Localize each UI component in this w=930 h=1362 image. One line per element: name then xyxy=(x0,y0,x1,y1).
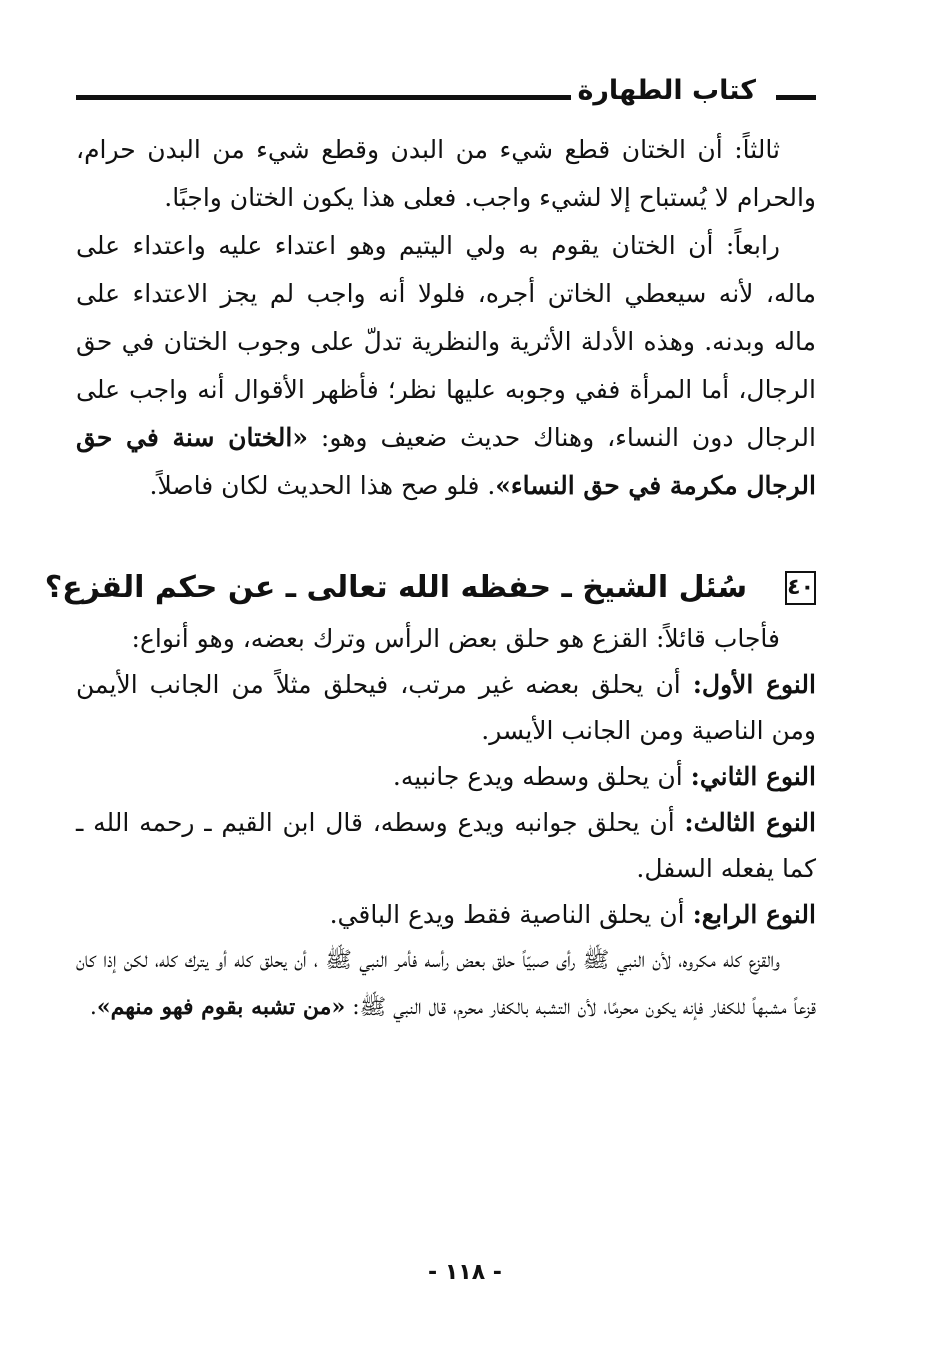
type-three xyxy=(76,800,816,892)
header-rule-gap xyxy=(762,92,776,103)
answer-intro: فأجاب قائلاً: القزع هو حلق بعض الرأس وترك بعضه، وهو أنواع: xyxy=(131,624,780,653)
type-one-text: أن يحلق بعضه غير مرتب، فيحلق مثلاً من الجانب الأيمن ومن الناصية ومن الجانب الأيسر. xyxy=(76,670,816,745)
hadith-imitation: «من تشبه بقوم فهو منهم» xyxy=(96,994,346,1020)
closing-text: والقزع كله مكروه، لأن النبي ﷺ رأى صبيّاً حلق بعض رأسه فأمر النبي ﷺ ، أن يحلق كله أو يترك كله، لكن إذا كان قزعاً مشبهاً للكفار فإنه يكون محرمًا، لأن التشبه بالكفار محرم، قال النبي ﷺ: xyxy=(76,948,816,1020)
type-four-label: النوع الرابع: xyxy=(692,900,816,929)
chapter-title: كتاب الطهارة xyxy=(571,74,762,108)
type-four xyxy=(76,892,816,938)
answer-section xyxy=(76,616,816,1031)
type-one-label: النوع الأول: xyxy=(692,670,816,699)
paragraph-fourth-text: رابعاً: أن الختان يقوم به ولي اليتيم وهو اعتداء عليه واعتداء على ماله، لأنه سيعطي الخاتن أجره، فلولا أنه واجب لم يجز الاعتداء على ماله وبدنه. وهذه الأدلة الأثرية والنظرية تدلّ على وجوب الختان في حق الرجال، أما المرأة ففي وجوبه عليها نظر؛ فأظهر الأقوال أنه واجب على الرجال دون النساء، وهناك حديث ضعيف وهو: xyxy=(76,231,816,452)
type-two-label: النوع الثاني: xyxy=(690,762,816,791)
type-two-text: أن يحلق وسطه ويدع جانبيه. xyxy=(392,762,691,791)
section-one xyxy=(76,126,816,510)
closing-paragraph xyxy=(76,938,816,1031)
question-heading xyxy=(44,560,816,616)
type-one xyxy=(76,662,816,754)
hadith-circumcision: «الختان سنة في حق الرجال مكرمة في حق النساء» xyxy=(76,423,816,500)
closing-end: . xyxy=(89,995,97,1020)
type-two xyxy=(76,754,816,800)
question-text: سُئل الشيخ ـ حفظه الله تعالى ـ عن حكم القزع؟ xyxy=(44,570,748,605)
page-header xyxy=(76,70,816,114)
type-three-label: النوع الثالث: xyxy=(684,808,816,837)
page-number: - ١١٨ - xyxy=(428,1260,502,1285)
type-four-text: أن يحلق الناصية فقط ويدع الباقي. xyxy=(329,900,693,929)
paragraph-fourth xyxy=(76,222,816,510)
document-page xyxy=(44,70,816,1031)
paragraph-third: ثالثاً: أن الختان قطع شيء من البدن وقطع شيء من البدن حرام، والحرام لا يُستباح إلا لشيء واجب. فعلى هذا يكون الختان واجبًا. xyxy=(76,135,816,212)
question-number-box: ٤٠ xyxy=(785,571,816,605)
type-three-text: أن يحلق جوانبه ويدع وسطه، قال ابن القيم ـ رحمه الله ـ كما يفعله السفل. xyxy=(76,808,816,883)
paragraph-fourth-end: . فلو صح هذا الحديث لكان فاصلاً. xyxy=(149,471,496,500)
